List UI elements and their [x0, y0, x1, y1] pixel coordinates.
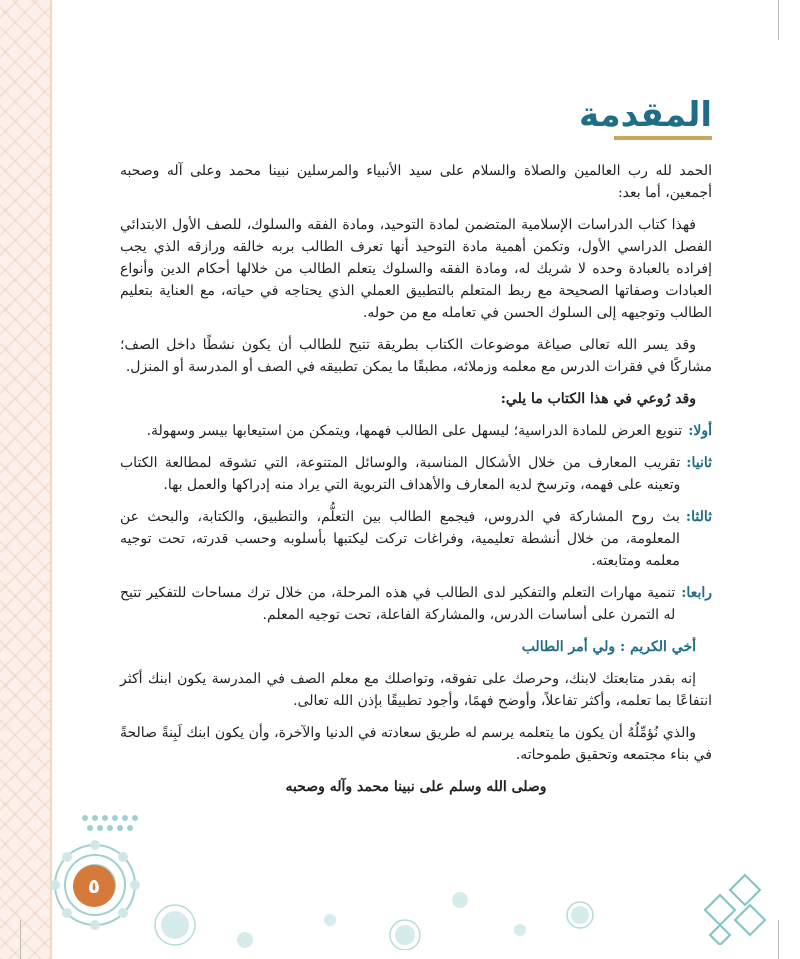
parent-heading: أخي الكريم : ولي أمر الطالب [521, 639, 696, 655]
paragraph: إنه بقدر متابعتك لابنك، وحرصك على تفوقه، وتواصلك مع معلم الصف في المدرسة يكون ابنك أكثر انتفاعًا بما تعلمه، وأكثر تفاعلاً، وأوضح فهمًا، وأجود تطبيقًا بإذن الله تعالى. [120, 671, 712, 709]
closing-line: وصلى الله وسلم على نبينا محمد وآله وصحبه [285, 779, 547, 795]
subheading: وقد رُوعي في هذا الكتاب ما يلي: [500, 391, 696, 407]
opening-paragraph: الحمد لله رب العالمين والصلاة والسلام على سيد الأنبياء والمرسلين نبينا محمد وعلى آله وصحبه أجمعين، أما بعد: [120, 163, 712, 201]
crop-mark [20, 920, 21, 959]
item-text: تنمية مهارات التعلم والتفكير لدى الطالب في هذه المرحلة، من خلال ترك مساحات للتفكير تتيح له التمرن على أساسات الدرس، والمشاركة الفاعلة، تحت توجيه المعلم. [120, 585, 676, 623]
page-title: المقدمة [579, 95, 712, 135]
item-label: ثانيا: [686, 455, 712, 471]
item-text: تقريب المعارف من خلال الأشكال المناسبة، والوسائل المتنوعة، التي تشوقه لمطالعة الكتاب وتعينه على فهمه، وترسخ لديه المعارف والأهداف التربوية التي يراد منه إدراكها والعمل بها. [120, 455, 681, 493]
intro-content [120, 160, 712, 808]
item-text: بث روح المشاركة في الدروس، فيجمع الطالب بين التعلُّم، والتطبيق، والكتابة، والبحث عن المعلومة، من خلال أنشطة تعليمية، وفراغات تركت ليكتبها بأسلوبه وحسب قدرته، تحت توجيه معلمه ومتابعته. [120, 509, 680, 569]
ministry-logo-icon [75, 810, 165, 840]
item-label: ثالثا: [685, 509, 712, 525]
geometric-ornament-icon [695, 870, 775, 945]
list-item [120, 420, 712, 442]
page-number-badge: ٥ [73, 865, 115, 907]
crop-mark [778, 920, 779, 959]
paragraph: وقد يسر الله تعالى صياغة موضوعات الكتاب بطريقة تتيح للطالب أن يكون نشطًا داخل الصف؛ مشاركًا في فقرات الدرس مع معلمه وزملائه، مطبقًا ما يمكن تطبيقه في الصف أو المدرسة أو المنزل. [120, 337, 712, 375]
item-label: رابعا: [681, 585, 712, 601]
list-item [120, 582, 712, 626]
decorative-left-border [0, 0, 52, 959]
paragraph: والذي نُؤمِّلُهُ أن يكون ما يتعلمه يرسم له طريق سعادته في الدنيا والآخرة، وأن يكون ابنك لَبِنةً صالحةً في بناء مجتمعه وتحقيق طموحاته. [120, 725, 712, 763]
list-item [120, 506, 712, 572]
item-text: تنويع العرض للمادة الدراسية؛ ليسهل على الطالب فهمها، ويتمكن من استيعابها بيسر وسهولة. [146, 423, 683, 439]
list-item [120, 452, 712, 496]
flower-ornaments-icon [150, 880, 610, 950]
title-underline [614, 136, 712, 140]
item-label: أولا: [688, 423, 712, 439]
crop-mark [778, 0, 779, 40]
paragraph: فهذا كتاب الدراسات الإسلامية المتضمن لمادة التوحيد، ومادة الفقه والسلوك، للصف الأول الابتدائي الفصل الدراسي الأول، وتكمن أهمية مادة التوحيد أنها تعرف الطالب بربه خالقه ورازقه الذي يجب إفراده بالعبادة وحده لا شريك له، ومادة الفقه والسلوك يتعلم الطالب من خلالها أحكام الدين وأنواع العبادات وصفاتها الصحيحة مع ربط المتعلم بالتطبيق العملي الذي يحتاجه في حياته، مع العناية بتعليم الطالب وتوجيهه إلى السلوك الحسن في تعامله مع من حوله. [120, 217, 712, 321]
